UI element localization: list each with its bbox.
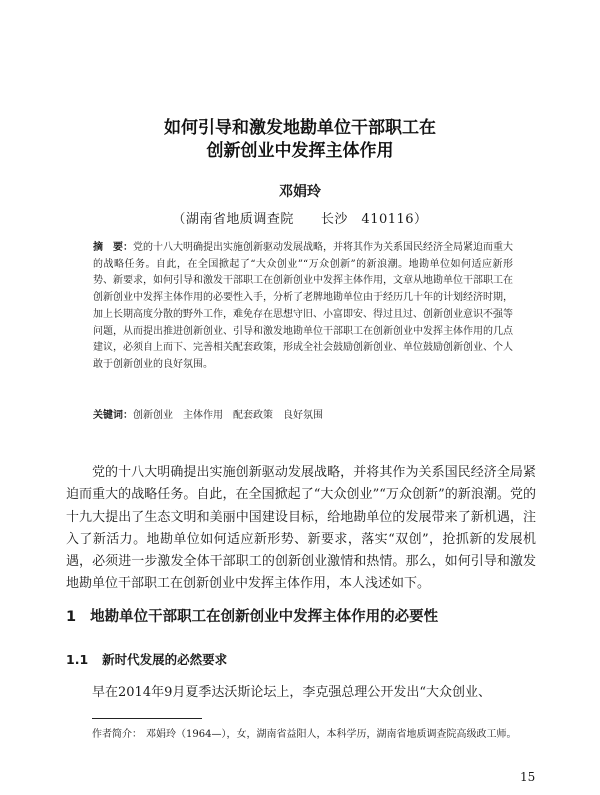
abstract xyxy=(93,240,513,374)
footnote xyxy=(92,726,532,743)
abstract-text: 党的十八大明确提出实施创新驱动发展战略，并将其作为关系国民经济全局紧迫而重大的战略任务。自此，在全国掀起了“大众创业”“万众创新”的新浪潮。地勘单位如何适应新形势、新要求，如何引导和激发干部职工在创新创业中发挥主体作用，文章从地勘单位干部职工在创新创业中发挥主体作用的必要性入手，分析了老牌地勘单位由于经历几十年的计划经济时期，加上长期高度分散的野外工作，难免存在思想守旧、小富即安、得过且过、创新创业意识不强等问题，从而提出推进创新创业、引导和激发地勘单位干部职工在创新创业中发挥主体作用的几点建议，必须自上而下、完善相关配套政策，形成全社会鼓励创新创业、单位鼓励创新创业、个人敢于创新创业的良好氛围。 xyxy=(93,242,513,370)
abstract-label: 摘 要： xyxy=(93,242,133,253)
keyword: 主体作用 xyxy=(183,410,223,421)
footnote-divider xyxy=(92,718,202,719)
keywords xyxy=(93,408,513,424)
page-number: 15 xyxy=(520,770,536,784)
keyword: 配套政策 xyxy=(233,410,273,421)
footnote-label: 作者简介： xyxy=(92,729,142,740)
section-title: 地勘单位干部职工在创新创业中发挥主体作用的必要性 xyxy=(90,609,439,625)
section-heading-1 xyxy=(66,605,438,626)
body-paragraph-2: 早在2014年9月夏季达沃斯论坛上，李克强总理公开发出“大众创业、 xyxy=(92,685,492,700)
section-number: 1 xyxy=(66,609,77,625)
footnote-text: 邓娟玲（1964—），女，湖南省益阳人，本科学历，湖南省地质调查院高级政工师。 xyxy=(146,729,517,740)
subsection-number: 1.1 xyxy=(66,652,89,667)
author-name: 邓娟玲 xyxy=(279,184,321,200)
subsection-heading-1-1 xyxy=(66,650,227,668)
keywords-label: 关键词： xyxy=(93,410,133,421)
keyword: 创新创业 xyxy=(133,410,173,421)
author-affiliation: （湖南省地质调查院 长沙 410116） xyxy=(172,212,428,227)
body-paragraph-1: 党的十八大明确提出实施创新驱动发展战略，并将其作为关系国民经济全局紧迫而重大的战略任务。自此，在全国掀起了“大众创业”“万众创新”的新浪潮。党的十九大提出了生态文明和美丽中国建设目标，给地勘单位的发展带来了新机遇，注入了新活力。地勘单位如何适应新形势、新要求，落实“双创”，抢抓新的发展机遇，必须进一步激发全体干部职工的创新创业激情和热情。那么，如何引导和激发地勘单位干部职工在创新创业中发挥主体作用，本人浅述如下。 xyxy=(66,465,536,592)
article-title-line2: 创新创业中发挥主体作用 xyxy=(206,141,394,161)
article-title-line1: 如何引导和激发地勘单位干部职工在 xyxy=(164,118,436,138)
subsection-title: 新时代发展的必然要求 xyxy=(102,652,228,667)
keyword: 良好氛围 xyxy=(283,410,323,421)
